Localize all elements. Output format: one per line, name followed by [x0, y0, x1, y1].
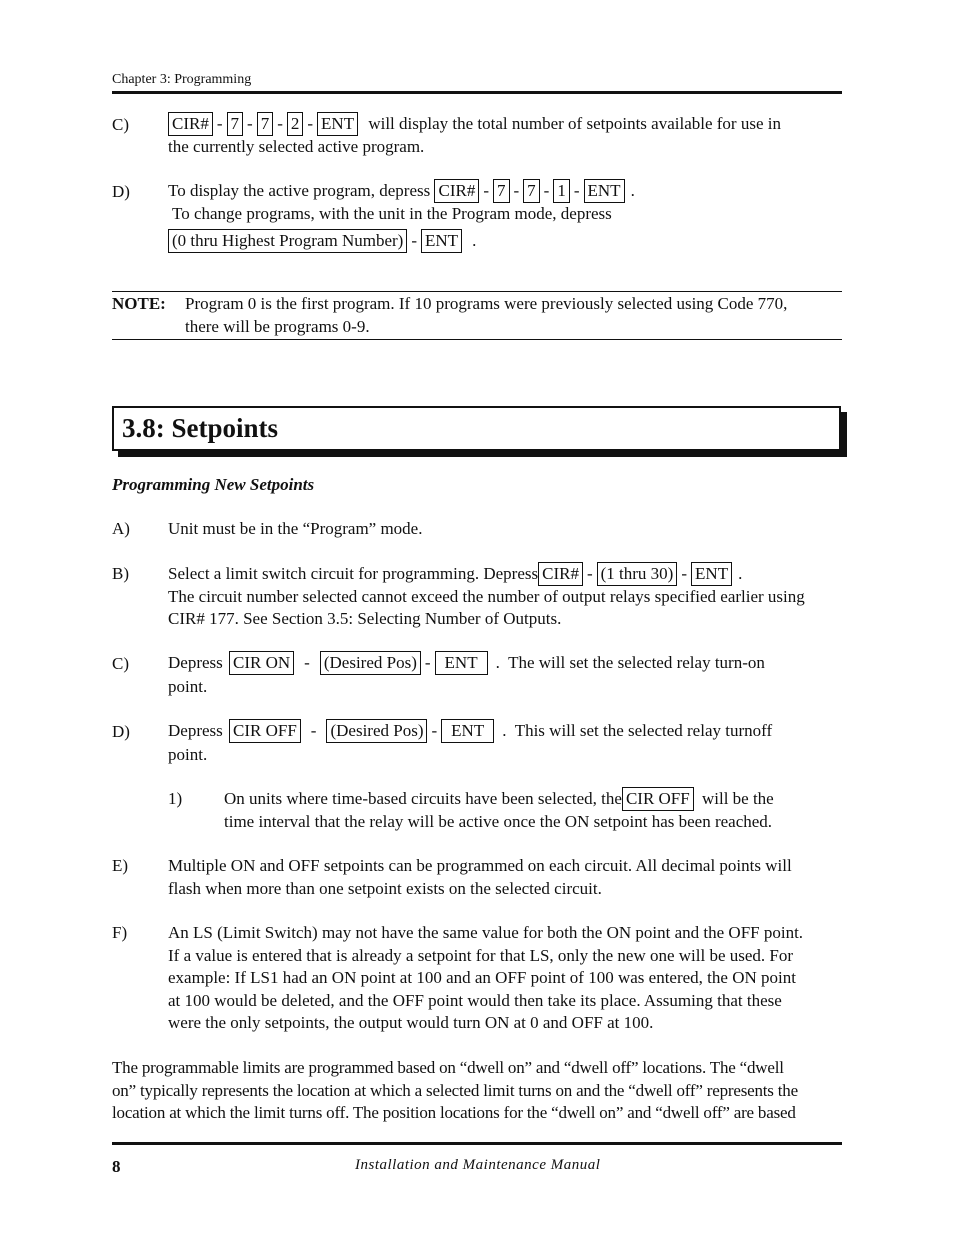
item-d-line2: To change programs, with the unit in the Program mode, depress — [172, 204, 612, 223]
key-ent: ENT — [441, 719, 494, 743]
item-d-line1: To display the active program, depress CIR# - 7 - 7 - 1 - ENT . — [168, 180, 635, 203]
step-f-line: If a value is entered that is already a setpoint for that LS, only the new one will be used. For — [168, 946, 794, 965]
section-title: 3.8: Setpoints — [122, 413, 279, 443]
key-7: 7 — [523, 179, 540, 203]
key-program-number: (0 thru Highest Program Number) — [168, 229, 407, 253]
note-line1: Program 0 is the first program. If 10 programs were previously selected using Code 770, — [185, 294, 788, 313]
key-ent: ENT — [435, 651, 488, 675]
step-f-line: at 100 would be deleted, and the OFF point would then take its place. Assuming that these — [168, 991, 782, 1010]
step-d-text: Depress — [168, 721, 223, 740]
key-7: 7 — [227, 112, 244, 136]
key-ent: ENT — [317, 112, 358, 136]
key-desired-pos: (Desired Pos) — [320, 651, 421, 675]
sub-1-line1 — [224, 788, 774, 811]
key-2: 2 — [287, 112, 304, 136]
step-e-label: E) — [112, 856, 129, 875]
chapter-header: Chapter 3: Programming — [112, 72, 252, 87]
item-c-label: C) — [112, 115, 129, 134]
note-label: NOTE: — [112, 294, 166, 313]
step-c-line1: Depress CIR ON - (Desired Pos) - ENT . The will set the selected relay turn-on — [168, 652, 765, 675]
step-f-line: example: If LS1 had an ON point at 100 and an OFF point of 100 was entered, the ON point — [168, 968, 796, 987]
step-b-text: Select a limit switch circuit for programming. Depress — [168, 564, 539, 583]
item-d-text: To display the active program, depress — [168, 181, 431, 200]
key-ent: ENT — [691, 562, 732, 586]
paragraph-line: The programmable limits are programmed based on “dwell on” and “dwell off” locations. The “dwell — [112, 1058, 784, 1077]
item-c-text: will display the total number of setpoints available for use in — [368, 114, 781, 133]
step-b-line3: CIR# 177. See Section 3.5: Selecting Number of Outputs. — [168, 609, 562, 628]
paragraph-line: on” typically represents the location at which a selected limit turns on and the “dwell off” represents the — [112, 1081, 798, 1100]
step-b-line1: Select a limit switch circuit for programming. Depress CIR# - (1 thru 30) - ENT . — [168, 563, 742, 586]
note-line2: there will be programs 0-9. — [185, 317, 370, 336]
step-e-line2: flash when more than one setpoint exists on the selected circuit. — [168, 879, 602, 898]
footer-title: Installation and Maintenance Manual — [355, 1157, 601, 1173]
step-c-label: C) — [112, 654, 129, 673]
sub-1-line2: time interval that the relay will be active once the ON setpoint has been reached. — [224, 812, 773, 831]
step-f-line: An LS (Limit Switch) may not have the same value for both the ON point and the OFF point. — [168, 923, 804, 942]
page-number: 8 — [112, 1157, 121, 1176]
section-banner — [112, 406, 841, 451]
note-bottom-rule — [112, 339, 842, 340]
key-ent: ENT — [421, 229, 462, 253]
step-d-label: D) — [112, 722, 130, 741]
step-f-label: F) — [112, 923, 128, 942]
paragraph-line: location at which the limit turns off. The position locations for the “dwell on” and “dwell off” are based — [112, 1103, 796, 1122]
item-c-line1: CIR# - 7 - 7 - 2 - ENT will display the total number of setpoints available for use in — [168, 113, 781, 136]
key-cir: CIR# — [538, 562, 583, 586]
sub-1-text: On units where time-based circuits have been selected, the — [224, 789, 622, 808]
item-d-line3: (0 thru Highest Program Number) - ENT . — [168, 230, 476, 253]
step-e-line1: Multiple ON and OFF setpoints can be programmed on each circuit. All decimal points will — [168, 856, 792, 875]
key-desired-pos: (Desired Pos) — [326, 719, 427, 743]
step-c-text2: The will set the selected relay turn-on — [508, 653, 765, 672]
key-cir-off: CIR OFF — [622, 787, 694, 811]
header-rule — [112, 91, 842, 94]
key-7: 7 — [493, 179, 510, 203]
key-cir: CIR# — [168, 112, 213, 136]
subheading: Programming New Setpoints — [112, 475, 315, 494]
key-cir-on: CIR ON — [229, 651, 294, 675]
key-circuit-range: (1 thru 30) — [597, 562, 678, 586]
step-b-line2: The circuit number selected cannot exceed the number of output relays specified earlier using — [168, 587, 805, 606]
key-1: 1 — [553, 179, 570, 203]
step-a-text: Unit must be in the “Program” mode. — [168, 519, 423, 538]
note-top-rule — [112, 291, 842, 292]
key-7: 7 — [257, 112, 274, 136]
step-c-text: Depress — [168, 653, 223, 672]
step-f-line: were the only setpoints, the output would turn ON at 0 and OFF at 100. — [168, 1013, 654, 1032]
key-cir: CIR# — [434, 179, 479, 203]
key-cir-off: CIR OFF — [229, 719, 301, 743]
step-d-text2: This will set the selected relay turnoff — [514, 721, 773, 740]
item-c-line2: the currently selected active program. — [168, 137, 425, 156]
step-d-line2: point. — [168, 745, 208, 764]
footer-rule — [112, 1142, 842, 1145]
step-d-line1: Depress CIR OFF - (Desired Pos) - ENT . This will set the selected relay turnoff — [168, 720, 772, 743]
item-d-label: D) — [112, 182, 130, 201]
step-c-line2: point. — [168, 677, 208, 696]
sub-1-text2: will be the — [701, 789, 774, 808]
step-b-label: B) — [112, 564, 129, 583]
key-ent: ENT — [584, 179, 625, 203]
step-a-label: A) — [112, 519, 130, 538]
sub-1-label: 1) — [168, 789, 183, 808]
